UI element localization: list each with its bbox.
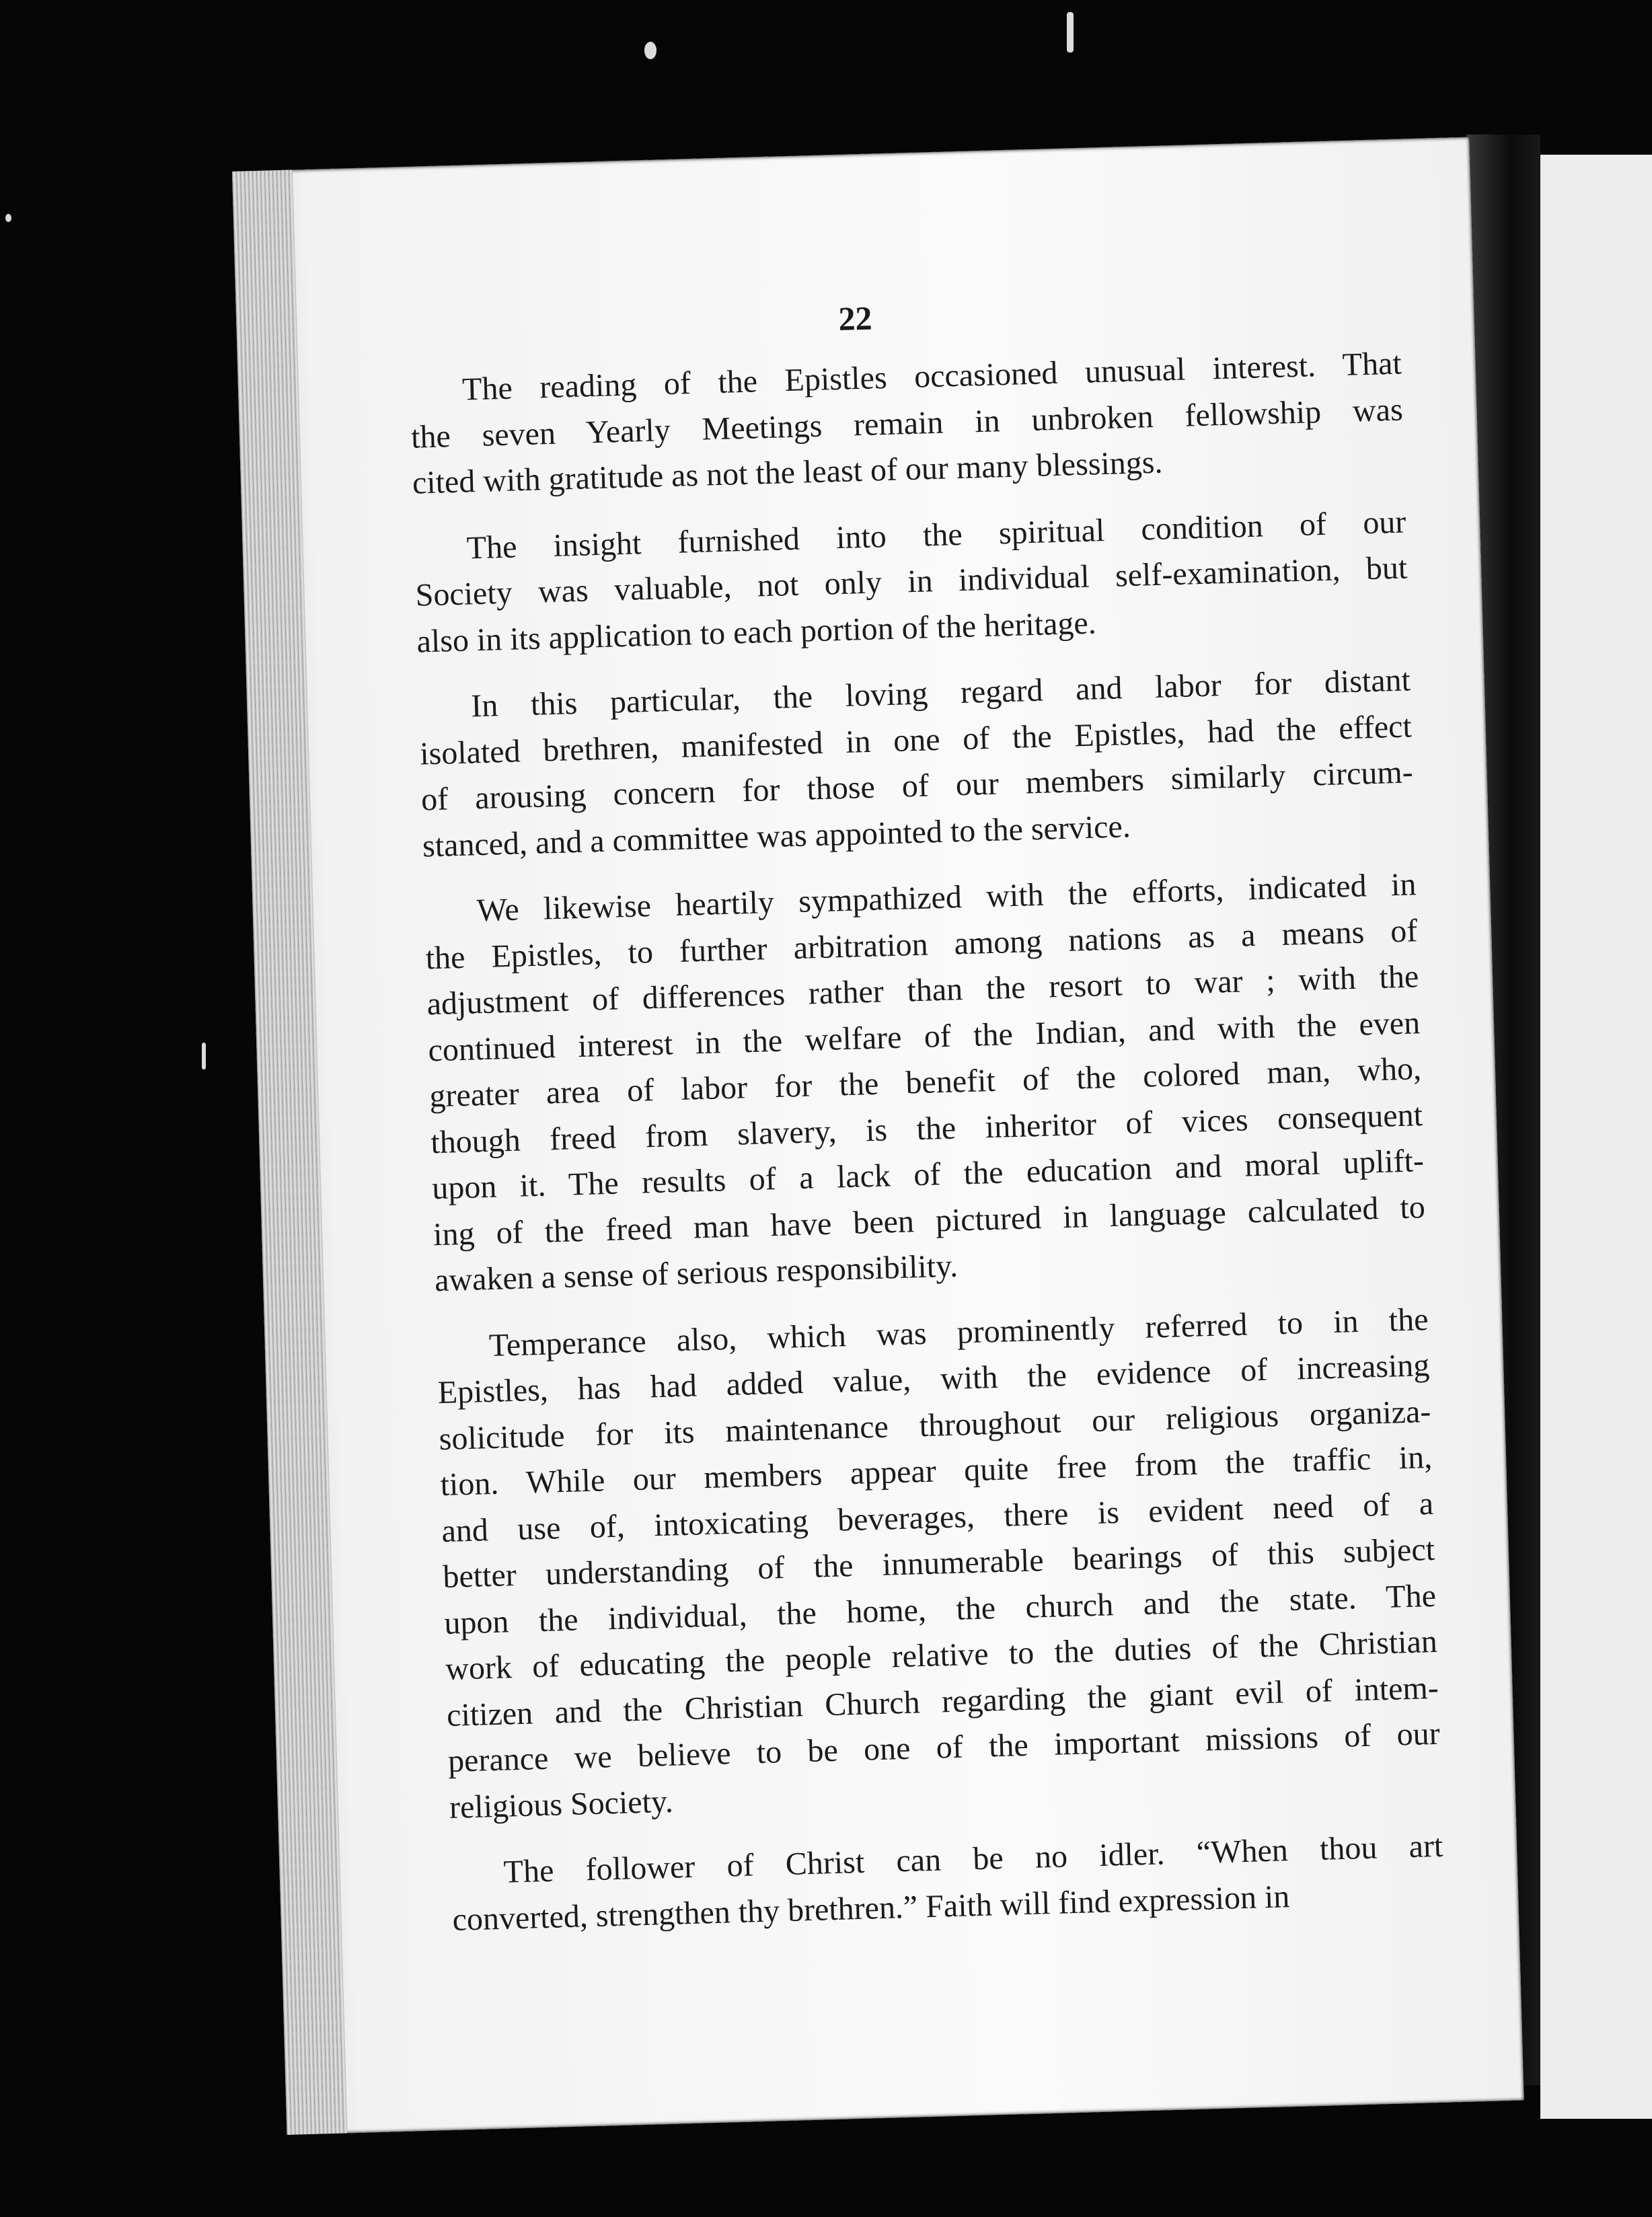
paragraph	[418, 657, 1415, 869]
text-line: the Epistles, to further arbitration among nations as a means of	[425, 912, 1418, 976]
text-line: converted, strengthen thy brethren.” Faith will find expression in	[451, 1878, 1290, 1938]
text-line: of arousing concern for those of our members similarly circum-	[420, 754, 1414, 818]
text-line: The follower of Christ can be no idler. “When thou art	[503, 1828, 1443, 1890]
dust-speck	[5, 214, 11, 222]
text-line: adjustment of differences rather than the resort to war ; with the	[426, 959, 1419, 1022]
text-line: work of educating the people relative to the duties of the Christian	[445, 1623, 1438, 1687]
text-line: upon it. The results of a lack of the education and moral uplift-	[431, 1143, 1425, 1207]
text-line: also in its application to each portion of the heritage.	[416, 604, 1097, 660]
paragraph	[451, 1824, 1445, 1943]
text-line: the seven Yearly Meetings remain in unbroken fellowship was	[410, 391, 1404, 455]
text-line: stanced, and a committee was appointed to the service.	[422, 808, 1131, 864]
text-line: though freed from slavery, is the inheritor of vices consequent	[430, 1096, 1423, 1160]
paragraph	[414, 499, 1409, 665]
page-number: 22	[837, 299, 873, 338]
dust-speck	[644, 42, 656, 59]
text-line: perance we believe to be one of the important missions of our	[447, 1715, 1441, 1779]
text-line: Temperance also, which was prominently referred to in the	[488, 1301, 1429, 1363]
text-line: isolated brethren, manifested in one of the Epistles, had the effect	[419, 708, 1413, 772]
text-line: solicitude for its maintenance throughout our religious organiza-	[438, 1393, 1431, 1457]
facing-page	[1540, 155, 1652, 2119]
text-line: citizen and the Christian Church regarding the giant evil of intem-	[446, 1669, 1439, 1733]
text-line: greater area of labor for the benefit of the colored man, who,	[428, 1051, 1422, 1115]
text-line: tion. While our members appear quite free from the traffic in,	[439, 1439, 1433, 1503]
page-edges	[232, 170, 347, 2134]
text-line: ing of the freed man have been pictured in language calculated to	[433, 1189, 1426, 1252]
paragraph	[436, 1297, 1441, 1831]
paragraph	[424, 862, 1427, 1304]
dust-speck	[1067, 12, 1074, 52]
text-line: cited with gratitude as not the least of our many blessings.	[412, 444, 1164, 501]
text-line: We likewise heartily sympathized with the efforts, indicated in	[476, 866, 1417, 929]
text-line: and use of, intoxicating beverages, there is evident need of a	[441, 1485, 1434, 1549]
text-line: better understanding of the innumerable bearings of this subject	[442, 1531, 1435, 1595]
text-line: Society was valuable, not only in individual self-examination, but	[414, 550, 1408, 613]
text-line: awaken a sense of serious responsibility.	[434, 1248, 959, 1299]
text-line: The reading of the Epistles occasioned unusual interest. That	[461, 345, 1402, 408]
dust-speck	[202, 1043, 206, 1069]
left-page	[232, 137, 1524, 2135]
paragraph	[409, 341, 1404, 507]
text-column	[409, 341, 1446, 1963]
text-line: Epistles, has had added value, with the evidence of increasing	[437, 1347, 1430, 1411]
text-line: upon the individual, the home, the church and the state. The	[443, 1577, 1437, 1641]
text-line: continued interest in the welfare of the Indian, and with the even	[427, 1004, 1421, 1068]
text-line: religious Society.	[449, 1783, 674, 1826]
text-line: In this particular, the loving regard and labor for distant	[470, 662, 1411, 724]
text-line: The insight furnished into the spiritual condition of our	[466, 503, 1406, 566]
